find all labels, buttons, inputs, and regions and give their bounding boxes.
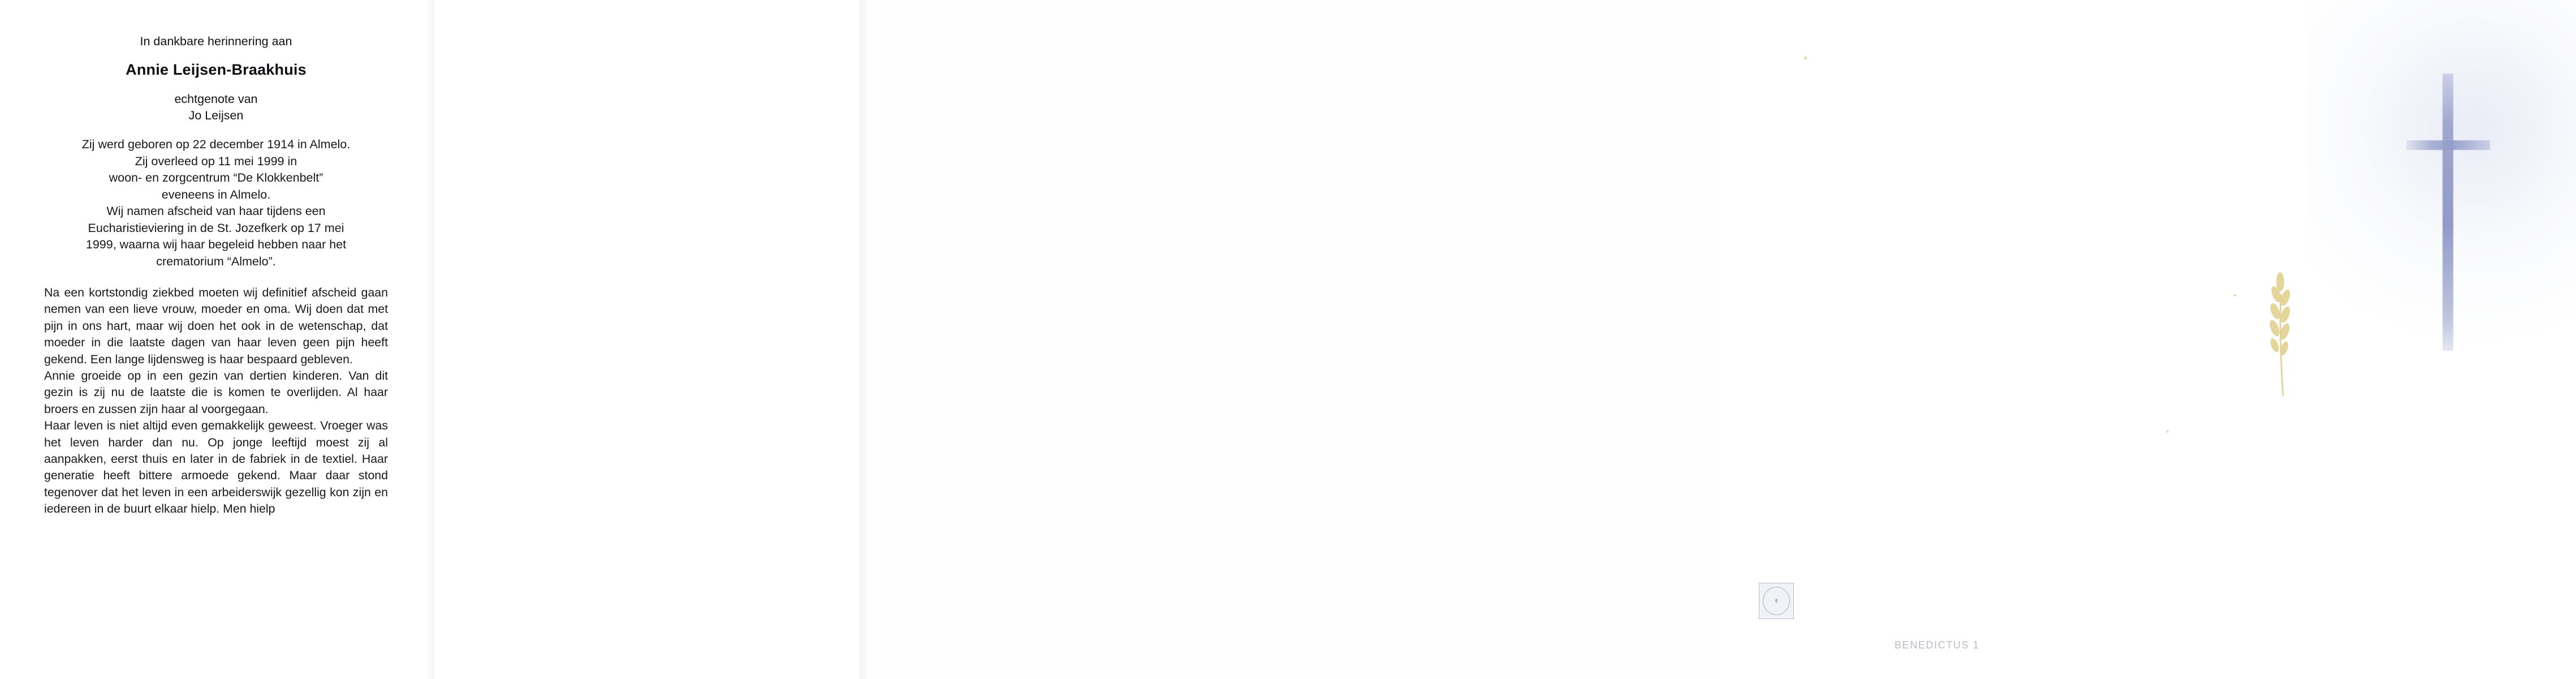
wheat-ear-icon bbox=[2248, 255, 2316, 402]
decorative-speck bbox=[1804, 57, 1807, 59]
cross-icon bbox=[2406, 74, 2486, 351]
decorative-speck bbox=[2166, 430, 2169, 433]
light-glow bbox=[2307, 0, 2576, 396]
fact-line: eveneens in Almelo. bbox=[161, 187, 271, 201]
memoriam-intro: In dankbare herinnering aan bbox=[140, 35, 292, 48]
fact-line: Zij overleed op 11 mei 1999 in bbox=[135, 154, 297, 168]
decorative-speck bbox=[2234, 294, 2236, 296]
publisher-stamp bbox=[1759, 583, 1794, 619]
cross-horizontal-bar bbox=[2406, 140, 2490, 150]
cross-vertical-bar bbox=[2443, 74, 2453, 351]
deceased-name: Annie Leijsen-Braakhuis bbox=[126, 61, 307, 78]
fact-line: Wij namen afscheid van haar tijdens een bbox=[106, 204, 326, 218]
fact-line: 1999, waarna wij haar begeleid hebben naar het bbox=[85, 238, 347, 251]
spouse-name: Jo Leijsen bbox=[188, 109, 244, 122]
paragraph: Haar leven is niet altijd even gemakkelijk geweest. Vroeger was het leven harder dan nu. Op jonge leeftijd moest zij al aanpakken, eerst thuis en later in de fabriek in de textiel. Haar generatie heeft bittere armoede gekend. Maar daar stond tegenover dat het leven in een arbeiderswijk gezellig kon zijn en iedereen in de buurt elkaar hielp. Men hielp bbox=[44, 419, 388, 516]
fact-line: woon- en zorgcentrum “De Klokkenbelt” bbox=[109, 171, 323, 184]
fact-line: crematorium “Almelo”. bbox=[156, 254, 276, 268]
fact-line: Eucharistieviering in de St. Jozefkerk op 17 mei bbox=[88, 221, 344, 235]
stamp-glyph: ✝ bbox=[1763, 587, 1790, 615]
fact-line: Zij werd geboren op 22 december 1914 in Almelo. bbox=[81, 137, 351, 151]
paragraph: Na een kortstondig ziekbed moeten wij definitief afscheid gaan nemen van een lieve vrouw, moeder en oma. Wij doen dat met pijn in ons hart, maar wij doen het ook in de wetenschap, dat moeder in die laatste dagen van haar leven geen pijn heeft gekend. Een lange lijdensweg is haar bespaard gebleven. bbox=[44, 286, 388, 366]
life-facts bbox=[44, 136, 388, 270]
left-body-text bbox=[44, 285, 388, 518]
paragraph: Annie groeide op in een gezin van dertien kinderen. Van dit gezin is zij nu de laatste die is komen te overlijden. Al haar broers en zussen zijn haar al voorgegaan. bbox=[44, 369, 388, 416]
spouse-label: echtgenote van bbox=[174, 92, 258, 106]
middle-page bbox=[430, 0, 860, 679]
left-column bbox=[44, 33, 388, 518]
left-page bbox=[0, 0, 430, 679]
right-page bbox=[860, 0, 1980, 679]
publisher-caption: BENEDICTUS 1 bbox=[1895, 639, 1980, 651]
